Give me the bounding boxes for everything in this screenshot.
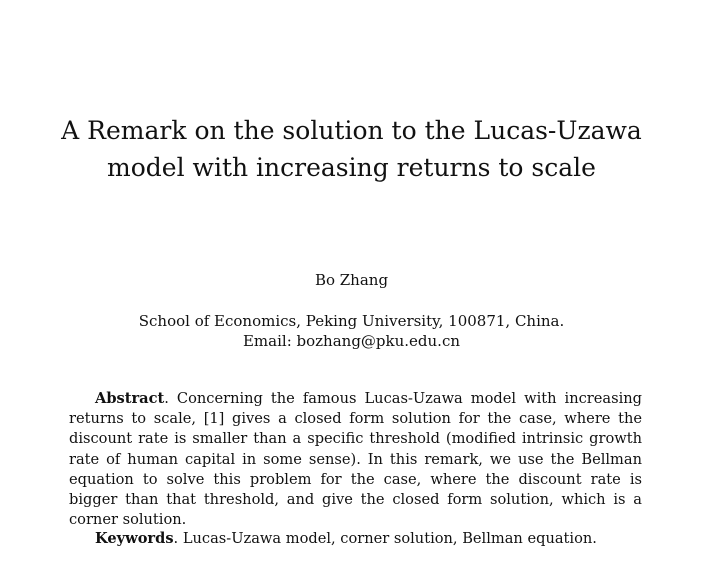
author-affiliation-block: [0, 311, 703, 351]
keywords-text: . Lucas-Uzawa model, corner solution, Bellman equation.: [173, 530, 597, 547]
title-line-1: A Remark on the solution to the Lucas-Uzawa: [61, 116, 642, 145]
keywords: [95, 529, 655, 549]
paper-title: [40, 112, 663, 186]
keywords-label: Keywords: [95, 530, 174, 547]
title-line-2: model with increasing returns to scale: [107, 153, 596, 182]
email: Email: bozhang@pku.edu.cn: [242, 332, 461, 350]
affiliation: School of Economics, Peking University, 100871, China.: [138, 312, 565, 330]
abstract: [69, 389, 642, 530]
abstract-text: . Concerning the famous Lucas-Uzawa model with increasing returns to scale, [1] gives a closed form solution for the case, where the discount rate is smaller than a specific threshold (modified intrinsic growth rate of human capital in some sense). In this remark, we use the Bellman equation to solve this problem for the case, where the discount rate is bigger than that threshold, and give the closed form solution, which is a corner solution.: [69, 390, 642, 529]
author-name: Bo Zhang: [314, 271, 389, 289]
abstract-label: Abstract: [95, 390, 165, 407]
